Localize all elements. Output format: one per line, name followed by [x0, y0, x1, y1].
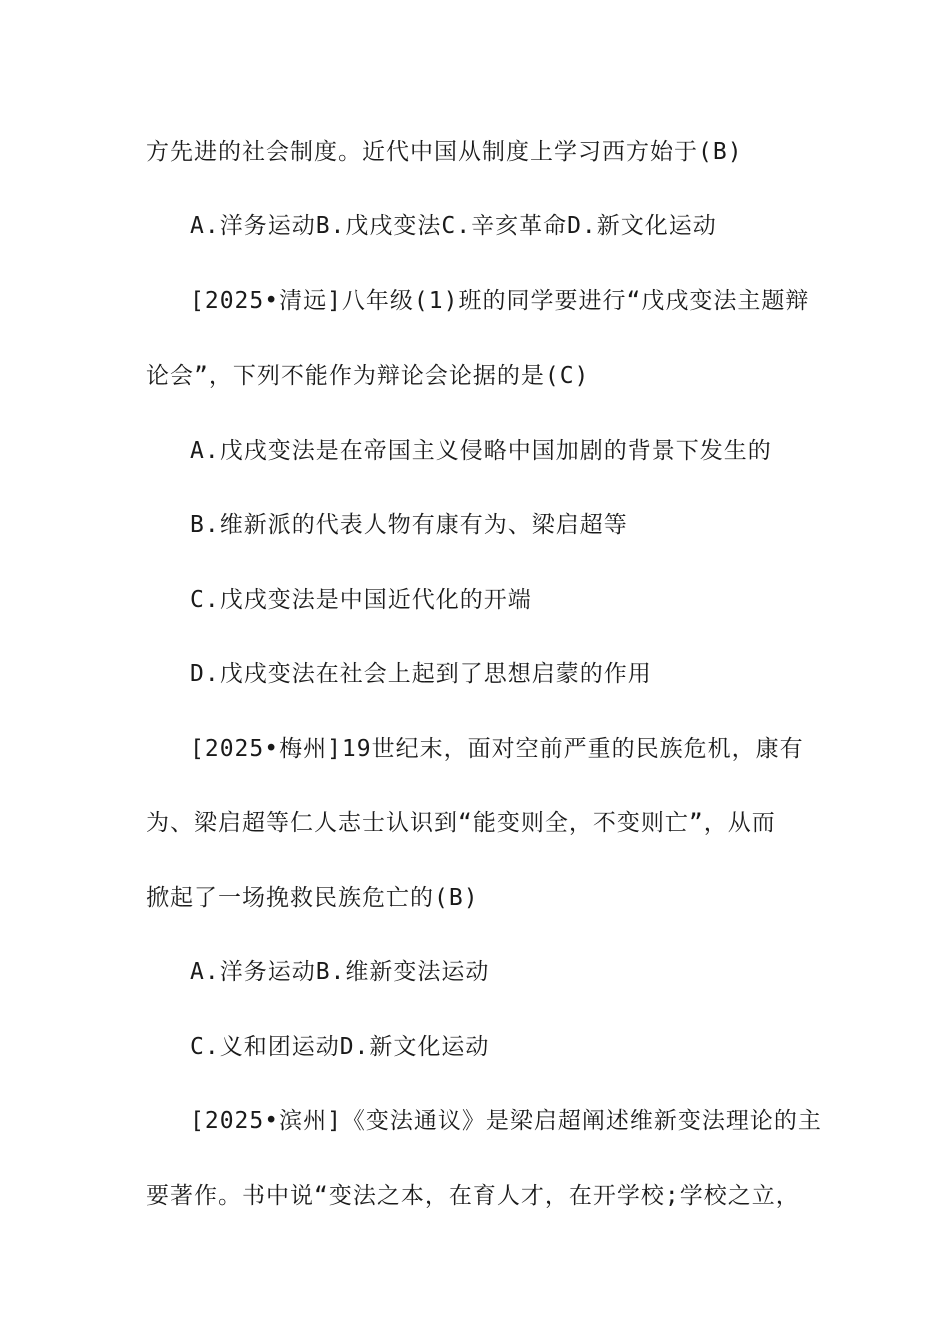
text-line-9: [2025•梅州]19世纪末，面对空前严重的民族危机，康有: [190, 736, 804, 762]
text-line-5: A.戊戌变法是在帝国主义侵略中国加剧的背景下发生的: [190, 438, 772, 464]
text-line-6: B.维新派的代表人物有康有为、梁启超等: [190, 512, 628, 538]
text-line-7: C.戊戌变法是中国近代化的开端: [190, 587, 532, 613]
text-line-1: 方先进的社会制度。近代中国从制度上学习西方始于(B): [146, 139, 743, 165]
text-line-10: 为、梁启超等仁人志士认识到“能变则全，不变则亡”，从而: [146, 810, 776, 836]
text-line-13: C.义和团运动D.新文化运动: [190, 1034, 490, 1060]
text-line-11: 掀起了一场挽救民族危亡的(B): [146, 885, 479, 911]
text-line-2: A.洋务运动B.戊戌变法C.辛亥革命D.新文化运动: [190, 213, 717, 239]
text-line-12: A.洋务运动B.维新变法运动: [190, 959, 490, 985]
text-line-8: D.戊戌变法在社会上起到了思想启蒙的作用: [190, 661, 652, 687]
text-line-15: 要著作。书中说“变法之本，在育人才，在开学校;学校之立，: [146, 1183, 800, 1209]
text-line-4: 论会”，下列不能作为辩论会论据的是(C): [146, 363, 590, 389]
text-line-3: [2025•清远]八年级(1)班的同学要进行“戊戌变法主题辩: [190, 288, 810, 314]
text-line-14: [2025•滨州]《变法通议》是梁启超阐述维新变法理论的主: [190, 1108, 822, 1134]
